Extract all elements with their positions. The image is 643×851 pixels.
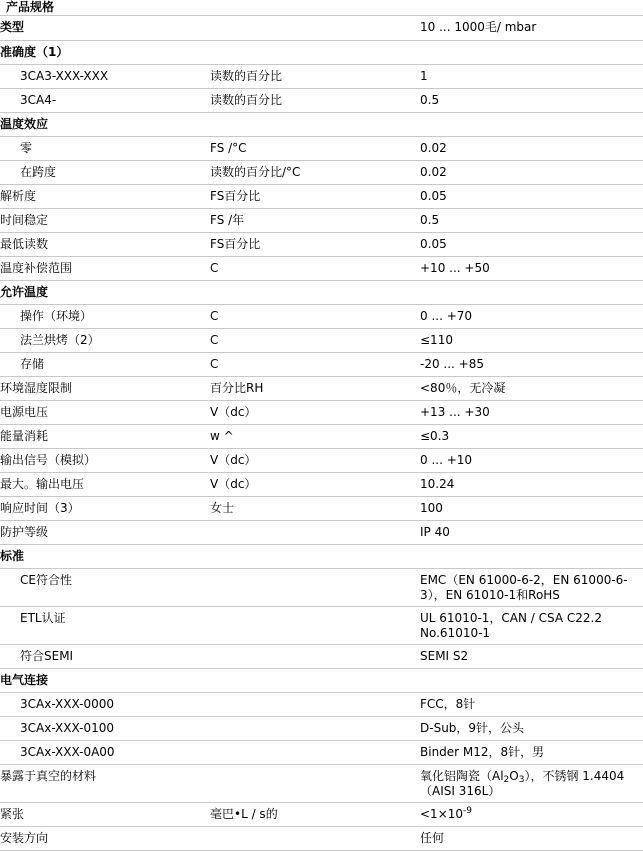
table-row — [0, 64, 643, 88]
row-label: 零 — [0, 136, 210, 160]
row-unit: FS /°C — [210, 136, 420, 160]
row-unit — [210, 740, 420, 764]
row-unit — [210, 644, 420, 668]
section-header — [0, 40, 643, 64]
row-value: UL 61010-1，CAN / CSA C22.2 No.61010-1 — [420, 606, 643, 644]
row-unit: C — [210, 352, 420, 376]
table-row-tightness — [0, 802, 643, 826]
row-value: IP 40 — [420, 520, 643, 544]
row-label: 时间稳定 — [0, 208, 210, 232]
row-value: 10 ... 1000毛/ mbar — [420, 16, 643, 40]
table-row — [0, 328, 643, 352]
row-label: 操作（环境） — [0, 304, 210, 328]
row-label: 暴露于真空的材料 — [0, 764, 210, 802]
row-unit — [210, 520, 420, 544]
row-label: 温度补偿范围 — [0, 256, 210, 280]
row-label: 电源电压 — [0, 400, 210, 424]
section-title: 标准 — [0, 544, 643, 568]
row-label: 环境湿度限制 — [0, 376, 210, 400]
row-value: $<1\times 10^{-9}$ — [420, 802, 643, 826]
row-unit: 读数的百分比 — [210, 88, 420, 112]
row-label: 符合SEMI — [0, 644, 210, 668]
row-value: 10.24 — [420, 472, 643, 496]
row-label: CE符合性 — [0, 568, 210, 606]
table-row — [0, 606, 643, 644]
table-row — [0, 448, 643, 472]
row-unit: w ^ — [210, 424, 420, 448]
table-row — [0, 692, 643, 716]
row-label: 3CAx-XXX-0100 — [0, 716, 210, 740]
row-unit: C — [210, 304, 420, 328]
row-unit: C — [210, 256, 420, 280]
row-value: 0.02 — [420, 160, 643, 184]
table-row — [0, 520, 643, 544]
row-value: ≤0.3 — [420, 424, 643, 448]
table-row — [0, 136, 643, 160]
row-value: 0.05 — [420, 232, 643, 256]
row-unit: V（dc） — [210, 400, 420, 424]
row-unit — [210, 826, 420, 850]
row-unit — [210, 764, 420, 802]
section-title: 温度效应 — [0, 112, 643, 136]
row-unit: FS /年 — [210, 208, 420, 232]
row-label: 最低读数 — [0, 232, 210, 256]
row-value: 100 — [420, 496, 643, 520]
row-unit: V（dc） — [210, 448, 420, 472]
section-header — [0, 668, 643, 692]
row-unit: V（dc） — [210, 472, 420, 496]
table-row — [0, 644, 643, 668]
table-row — [0, 376, 643, 400]
row-label: 输出信号（模拟） — [0, 448, 210, 472]
row-label: 最大。输出电压 — [0, 472, 210, 496]
row-value: 1 — [420, 64, 643, 88]
row-label: 法兰烘烤（2） — [0, 328, 210, 352]
section-header — [0, 280, 643, 304]
row-value: 0 ... +10 — [420, 448, 643, 472]
row-label: 紧张 — [0, 802, 210, 826]
table-row — [0, 740, 643, 764]
row-value: +13 ... +30 — [420, 400, 643, 424]
table-row — [0, 496, 643, 520]
section-title: 电气连接 — [0, 668, 643, 692]
row-unit: 读数的百分比 — [210, 64, 420, 88]
table-row — [0, 256, 643, 280]
row-value: 0.5 — [420, 88, 643, 112]
section-header — [0, 544, 643, 568]
table-row-materials — [0, 764, 643, 802]
table-row — [0, 88, 643, 112]
row-value: +10 ... +50 — [420, 256, 643, 280]
table-row — [0, 184, 643, 208]
row-unit: 女士 — [210, 496, 420, 520]
table-row — [0, 424, 643, 448]
row-label: 在跨度 — [0, 160, 210, 184]
row-label: 安装方向 — [0, 826, 210, 850]
table-row — [0, 304, 643, 328]
row-value: 任何 — [420, 826, 643, 850]
row-value: -20 ... +85 — [420, 352, 643, 376]
row-label: 类型 — [0, 16, 210, 40]
row-value: 0.02 — [420, 136, 643, 160]
table-row — [0, 232, 643, 256]
row-value: 0 ... +70 — [420, 304, 643, 328]
row-unit — [210, 716, 420, 740]
row-unit — [210, 692, 420, 716]
section-header — [0, 112, 643, 136]
row-label: 解析度 — [0, 184, 210, 208]
row-label: 响应时间（3） — [0, 496, 210, 520]
row-label: 能量消耗 — [0, 424, 210, 448]
row-unit: 读数的百分比/°C — [210, 160, 420, 184]
row-unit: 百分比RH — [210, 376, 420, 400]
row-value: 0.5 — [420, 208, 643, 232]
row-value: SEMI S2 — [420, 644, 643, 668]
spec-table — [0, 16, 643, 851]
page-title: 产品规格 — [0, 0, 643, 16]
row-value: FCC，8针 — [420, 692, 643, 716]
table-row-mounting — [0, 826, 643, 850]
spec-table-tail — [0, 764, 643, 850]
row-value: 氧化铝陶瓷$(Al_2O_3)$，不锈钢 1.4404（AISI 316L） — [420, 764, 643, 802]
row-label: 3CAx-XXX-0000 — [0, 692, 210, 716]
table-row — [0, 352, 643, 376]
table-row — [0, 208, 643, 232]
row-label: 存储 — [0, 352, 210, 376]
row-unit: 毫巴•L / s的 — [210, 802, 420, 826]
row-unit: C — [210, 328, 420, 352]
row-value: D-Sub，9针，公头 — [420, 716, 643, 740]
row-value: 0.05 — [420, 184, 643, 208]
row-label: 3CA4- — [0, 88, 210, 112]
section-title: 准确度（1） — [0, 40, 643, 64]
row-unit — [210, 606, 420, 644]
row-value: <80％，无冷凝 — [420, 376, 643, 400]
spec-table-body — [0, 16, 643, 764]
row-label: 3CA3-XXX-XXX — [0, 64, 210, 88]
table-row — [0, 568, 643, 606]
table-row — [0, 400, 643, 424]
table-row — [0, 16, 643, 40]
table-row — [0, 716, 643, 740]
row-unit — [210, 568, 420, 606]
row-label: ETL认证 — [0, 606, 210, 644]
table-row — [0, 160, 643, 184]
section-title: 允许温度 — [0, 280, 643, 304]
row-label: 3CAx-XXX-0A00 — [0, 740, 210, 764]
row-value: ≤110 — [420, 328, 643, 352]
row-unit: FS百分比 — [210, 184, 420, 208]
row-value: Binder M12，8针，男 — [420, 740, 643, 764]
row-unit: FS百分比 — [210, 232, 420, 256]
row-label: 防护等级 — [0, 520, 210, 544]
row-unit — [210, 16, 420, 40]
row-value: EMC（EN 61000-6-2，EN 61000-6-3），EN 61010-1和RoHS — [420, 568, 643, 606]
table-row — [0, 472, 643, 496]
